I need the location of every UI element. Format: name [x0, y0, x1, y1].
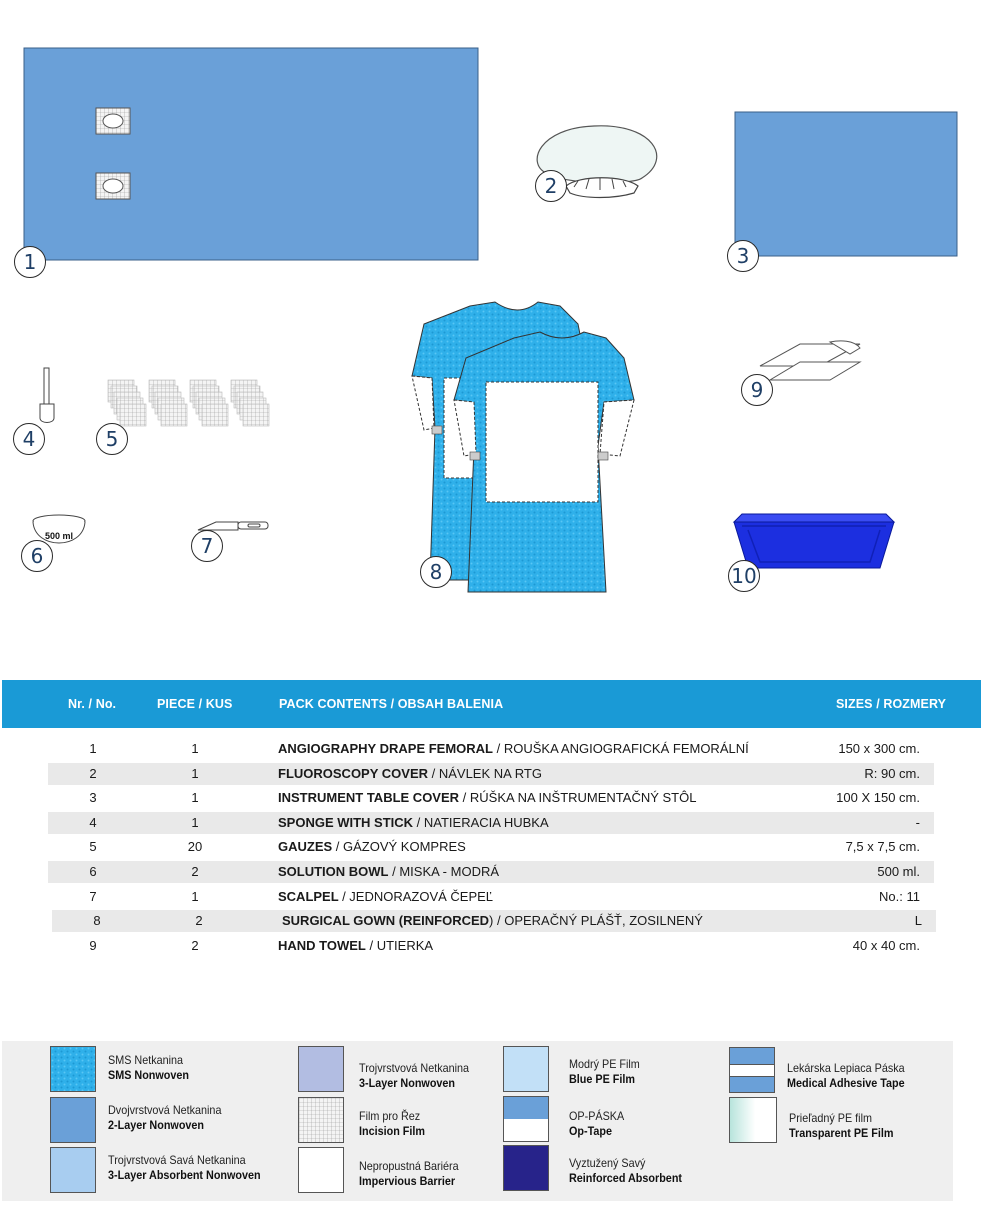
item-number-8: 8 [420, 556, 452, 588]
cell-piece: 1 [191, 766, 199, 781]
legend-blue-pe: Modrý PE Film Blue PE Film [569, 1057, 640, 1086]
item-number-10: 10 [728, 560, 760, 592]
op-tape-swatch [503, 1096, 549, 1142]
surgical-gown-illustration [410, 298, 642, 594]
header-contents: PACK CONTENTS / OBSAH BALENIA [279, 697, 504, 711]
header-sizes: SIZES / ROZMERY [836, 697, 947, 711]
item-name-en: ANGIOGRAPHY DRAPE FEMORAL [278, 741, 493, 756]
item-number-3: 3 [727, 240, 759, 272]
legend-sms: SMS Netkanina SMS Nonwoven [108, 1053, 190, 1082]
header-nr: Nr. / No. [68, 697, 117, 711]
table-cover-illustration [735, 112, 959, 258]
item-name-en: SPONGE WITH STICK [278, 815, 414, 830]
item-name-sk: / MISKA - MODRÁ [388, 864, 500, 879]
cell-size: - [915, 815, 920, 830]
table-header [2, 680, 981, 728]
cell-nr: 1 [89, 741, 97, 756]
cell-piece: 2 [195, 913, 203, 928]
material-legend [2, 1041, 953, 1201]
cell-size: L [914, 913, 922, 928]
cell-piece: 1 [191, 889, 199, 904]
item-name-en: FLUOROSCOPY COVER [278, 766, 429, 781]
item-number-9: 9 [741, 374, 773, 406]
table-row [48, 763, 934, 785]
item-name-sk: / ROUŠKA ANGIOGRAFICKÁ FEMORÁLNÍ [493, 741, 749, 756]
cell-size: 150 x 300 cm. [838, 741, 920, 756]
item-name-sk: / JEDNORAZOVÁ ČEPEĽ [342, 889, 494, 904]
header-piece: PIECE / KUS [157, 697, 233, 711]
item-name-sk: ) / OPERAČNÝ PLÁŠŤ, ZOSILNENÝ [489, 913, 703, 928]
item-name-en: SCALPEL [278, 889, 343, 904]
table-row [48, 886, 934, 908]
gauzes-illustration [104, 380, 274, 435]
legend-absorbent: Trojvrstvová Savá Netkanina 3-Layer Absorbent Nonwoven [108, 1153, 261, 1182]
sponge-stick-illustration [36, 368, 66, 430]
cell-size: R: 90 cm. [864, 766, 920, 781]
angiography-drape-illustration [24, 48, 480, 262]
item-name-en: INSTRUMENT TABLE COVER [278, 790, 460, 805]
three-layer-swatch [298, 1046, 344, 1092]
item-name-en: GAUZES [278, 839, 336, 854]
item-number-7: 7 [191, 530, 223, 562]
item-name-sk: / NATIERACIA HUBKA [413, 815, 549, 830]
cell-piece: 1 [191, 741, 199, 756]
absorbent-swatch [50, 1147, 96, 1193]
cell-nr: 5 [89, 839, 97, 854]
legend-op-tape: OP-PÁSKA Op-Tape [569, 1109, 625, 1138]
table-row [52, 910, 936, 932]
hand-towel-illustration [760, 340, 864, 384]
table-row [48, 787, 934, 809]
cell-nr: 2 [89, 766, 97, 781]
cell-nr: 8 [93, 913, 101, 928]
item-number-1: 1 [14, 246, 46, 278]
cell-piece: 2 [191, 864, 199, 879]
table-row [48, 861, 934, 883]
cell-size: No.: 11 [879, 889, 920, 904]
legend-three-layer: Trojvrstvová Netkanina 3-Layer Nonwoven [359, 1061, 470, 1090]
cell-contents [278, 886, 493, 908]
cell-nr: 4 [89, 815, 97, 830]
item-name-sk: / GÁZOVÝ KOMPRES [335, 839, 466, 854]
blue-pe-swatch [503, 1046, 549, 1092]
incision-film-swatch [298, 1097, 344, 1143]
item-number-5: 5 [96, 423, 128, 455]
cell-nr: 3 [89, 790, 97, 805]
reinforced-swatch [503, 1145, 549, 1191]
item-name-sk: / RÚŠKA NA INŠTRUMENTAČNÝ STÔL [459, 790, 697, 805]
legend-adhesive-tape: Lekárska Lepiaca Páska Medical Adhesive Tape [787, 1061, 905, 1090]
item-name-en: SURGICAL GOWN (REINFORCED [282, 913, 490, 928]
legend-reinforced: Vyztužený Savý Reinforced Absorbent [569, 1156, 683, 1185]
cell-contents [278, 738, 749, 760]
cell-size: 500 ml. [877, 864, 920, 879]
cell-contents [282, 910, 703, 932]
table-row [48, 935, 934, 957]
cell-contents [278, 861, 499, 883]
table-row [48, 738, 934, 760]
cell-nr: 9 [89, 938, 97, 953]
cell-contents [278, 836, 466, 858]
item-number-6: 6 [21, 540, 53, 572]
transparent-pe-swatch [729, 1097, 777, 1143]
adhesive-tape-swatch [729, 1047, 775, 1093]
cell-piece: 20 [187, 839, 203, 854]
cell-contents [278, 812, 549, 834]
cell-size: 100 X 150 cm. [836, 790, 920, 805]
cell-contents [278, 935, 433, 957]
item-name-sk: / NÁVLEK NA RTG [428, 766, 542, 781]
item-name-en: HAND TOWEL [278, 938, 366, 953]
blue-tray-illustration [734, 512, 896, 574]
cell-size: 7,5 x 7,5 cm. [845, 839, 920, 854]
cell-nr: 7 [89, 889, 97, 904]
item-name-en: SOLUTION BOWL [278, 864, 389, 879]
cell-piece: 1 [191, 815, 199, 830]
cell-contents [278, 787, 696, 809]
table-row [48, 836, 934, 858]
legend-incision-film: Film pro Řez Incision Film [359, 1109, 426, 1138]
sms-swatch [50, 1046, 96, 1092]
item-number-4: 4 [13, 423, 45, 455]
legend-transparent-pe: Prieľadný PE film Transparent PE Film [789, 1111, 894, 1140]
legend-impervious: Nepropustná Bariéra Impervious Barrier [359, 1159, 459, 1188]
table-row [48, 812, 934, 834]
cell-piece: 2 [191, 938, 199, 953]
impervious-swatch [298, 1147, 344, 1193]
legend-two-layer: Dvojvrstvová Netkanina 2-Layer Nonwoven [108, 1103, 222, 1132]
bowl-volume-label: 500 ml [44, 531, 74, 541]
item-name-sk: / UTIERKA [365, 938, 434, 953]
cell-size: 40 x 40 cm. [852, 938, 920, 953]
cell-piece: 1 [191, 790, 199, 805]
cell-nr: 6 [89, 864, 97, 879]
cell-contents [278, 763, 542, 785]
item-number-2: 2 [535, 170, 567, 202]
two-layer-swatch [50, 1097, 96, 1143]
